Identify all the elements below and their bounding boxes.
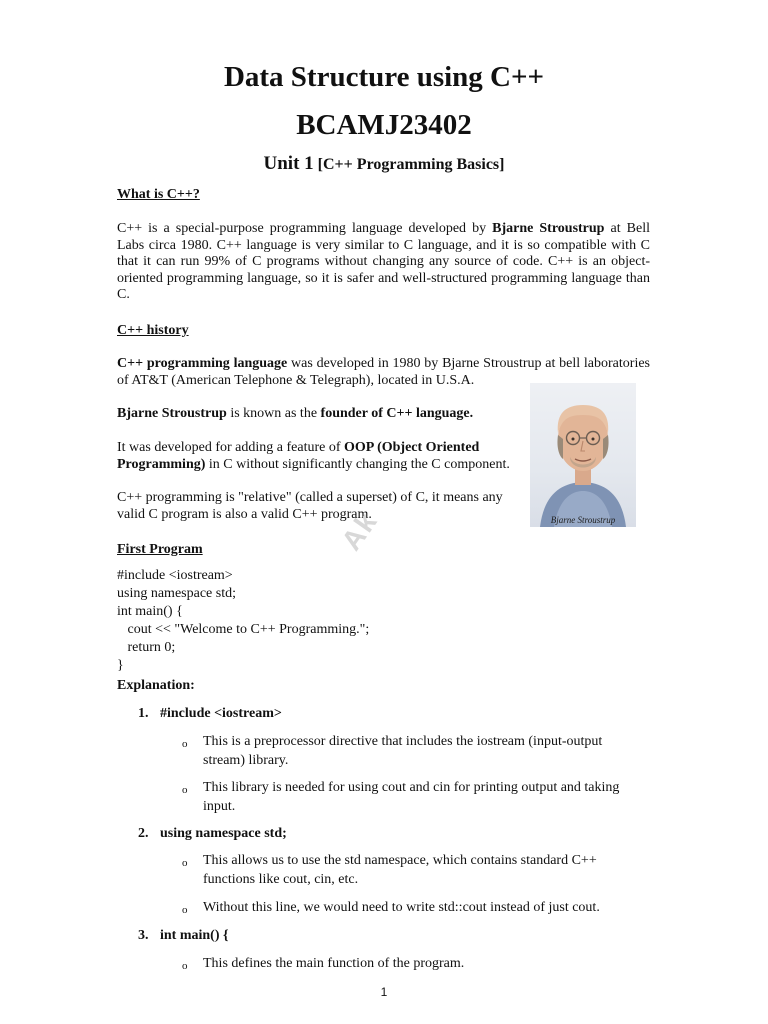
code-block: #include <iostream> using namespace std; int main() { cout << "Welcome to C++ Programming."; return 0; }	[117, 568, 370, 673]
list-item-title: int main() {	[160, 928, 229, 943]
list-item-title: using namespace std;	[160, 826, 287, 841]
portrait-image	[530, 383, 636, 527]
bold-span: Bjarne Stroustrup	[492, 221, 605, 236]
bullet-marker: o	[182, 784, 188, 796]
bullet-text: This library is needed for using cout and cin for printing output and taking input.	[203, 780, 620, 814]
document-title: Data Structure using C++	[223, 61, 545, 93]
text-span: It was developed for adding a feature of	[117, 440, 345, 455]
watermark: Ak	[335, 505, 384, 556]
bullet-marker: o	[182, 857, 188, 869]
unit-heading	[0, 153, 768, 175]
text-span: C++ is a special-purpose programming language developed by	[117, 221, 493, 236]
paragraph-history-3	[117, 440, 512, 473]
bullet-text: This defines the main function of the program.	[203, 956, 465, 971]
bullet-marker: o	[182, 904, 188, 916]
unit-label: Unit 1	[263, 153, 314, 174]
list-item-number: 3.	[138, 928, 149, 943]
list-item-number: 1.	[138, 706, 149, 721]
bullet-text: This allows us to use the std namespace, which contains standard C++ functions like cout, cin, etc.	[203, 853, 597, 887]
paragraph-what-is	[117, 221, 650, 304]
list-item-title: #include <iostream>	[160, 706, 282, 721]
bold-span: OOP (Object Oriented Programming)	[117, 440, 480, 472]
bold-span: founder of C++ language.	[320, 406, 474, 421]
text-span: in C without significantly changing the C component.	[205, 456, 510, 472]
bold-span: Bjarne Stroustrup	[117, 406, 227, 421]
section-heading-what-is: What is C++?	[117, 187, 200, 202]
author-photo	[530, 383, 636, 527]
bullet-marker: o	[182, 960, 188, 972]
paragraph-history-4: C++ programming is "relative" (called a superset) of C, it means any valid C program is also a valid C++ program.	[117, 490, 503, 522]
photo-caption: Bjarne Stroustrup	[550, 515, 616, 525]
bullet-text: This is a preprocessor directive that includes the iostream (input-output stream) library.	[203, 734, 603, 768]
explanation-label: Explanation:	[117, 678, 195, 693]
bold-span: C++ programming language	[117, 356, 288, 371]
text-span: was developed in 1980 by Bjarne Stroustrup at bell laboratories of AT&T (American Telephone & Telegraph), located in U.S.A.	[117, 356, 650, 388]
text-span: at Bell Labs circa 1980. C++ language is very similar to C language, and it is so compatible with C that it can run 99% of C programs without changing any source of code. C++ is an object-oriented programming language, so it is safer and well-structured programming language than C.	[117, 221, 650, 303]
unit-topic: [C++ Programming Basics]	[317, 156, 505, 173]
paragraph-history-2	[117, 406, 512, 423]
course-code: BCAMJ23402	[296, 109, 472, 141]
bullet-text: Without this line, we would need to write std::cout instead of just cout.	[203, 900, 600, 915]
page-number: 1	[380, 985, 388, 999]
section-heading-history: C++ history	[117, 323, 189, 338]
list-item-number: 2.	[138, 826, 149, 841]
text-span: is known as the	[226, 406, 321, 421]
section-heading-first-program: First Program	[117, 542, 203, 557]
bullet-marker: o	[182, 738, 188, 750]
